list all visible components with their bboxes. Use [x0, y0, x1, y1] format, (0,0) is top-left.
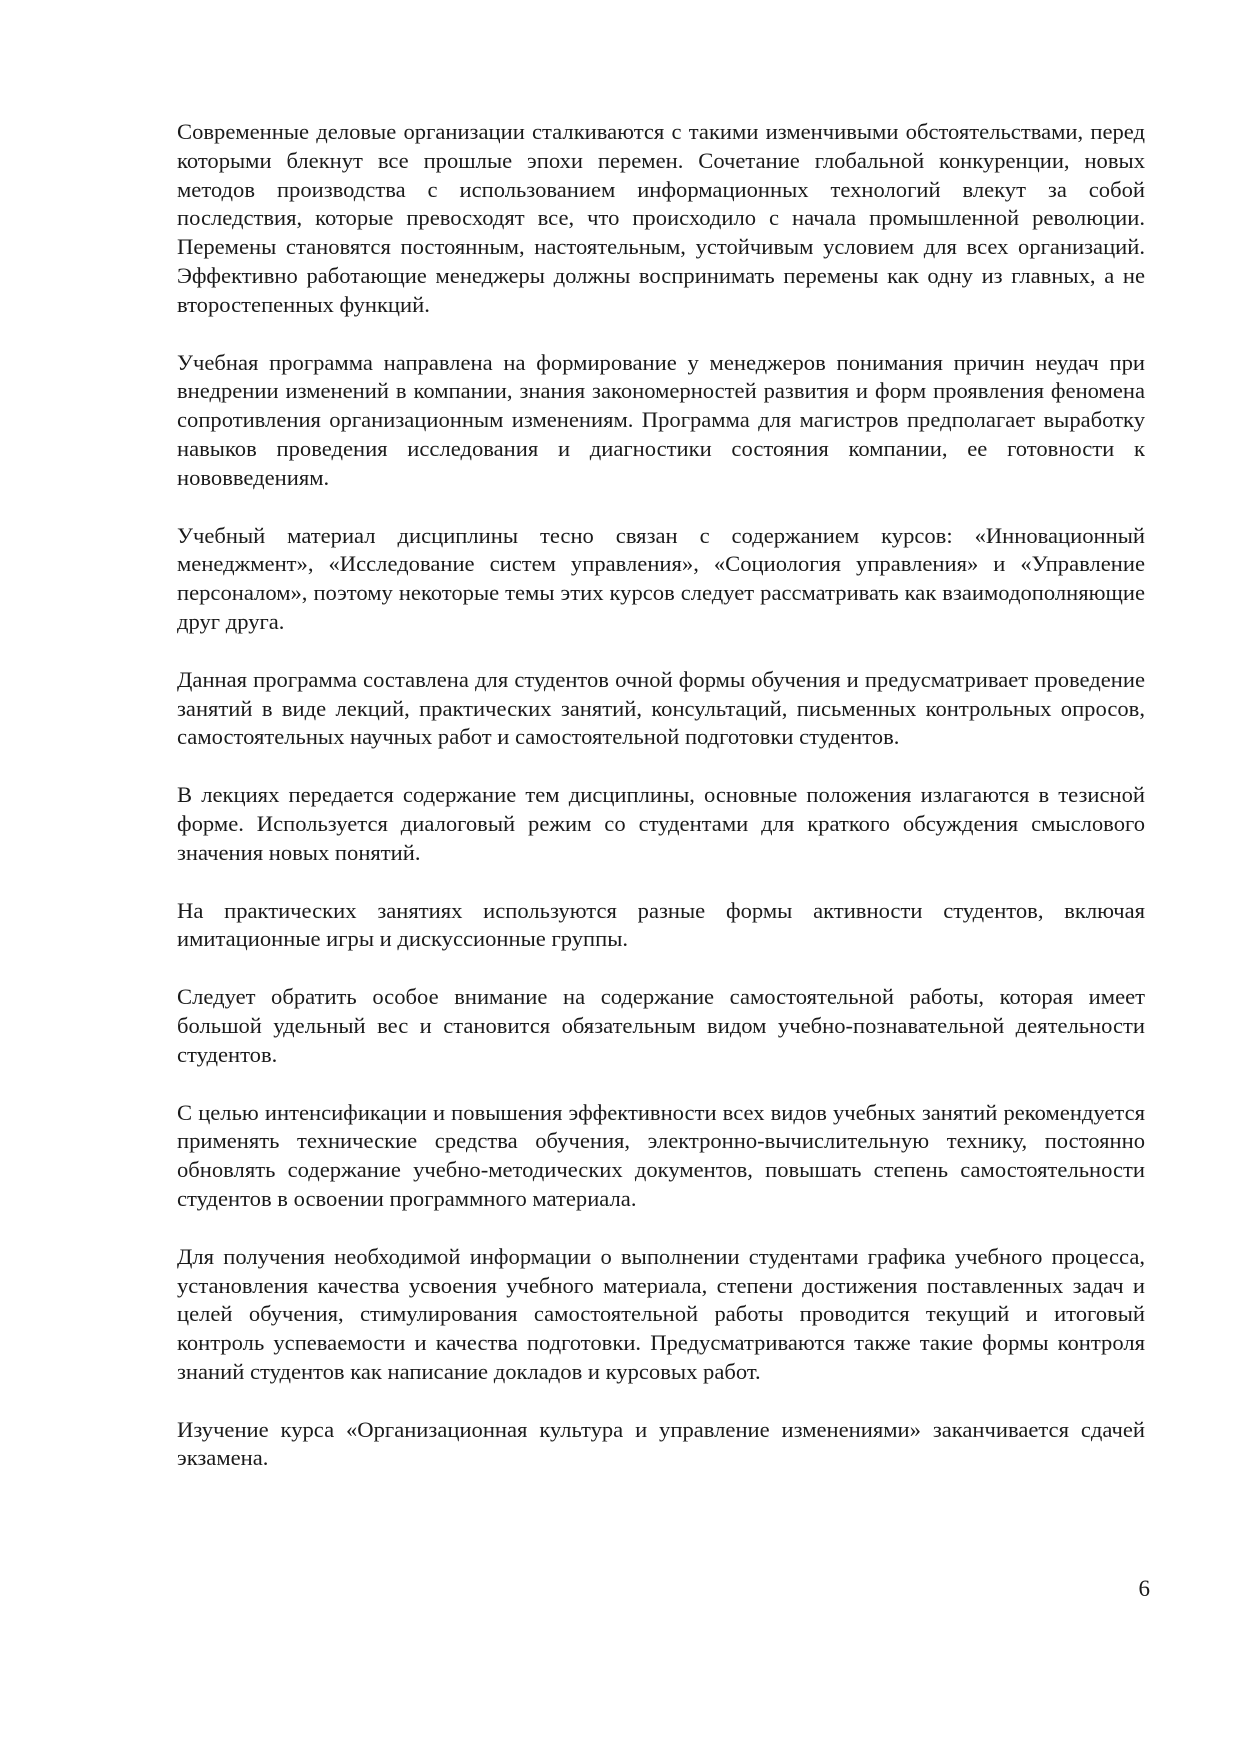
page-body [177, 118, 1145, 1502]
paragraph-program-goal: Учебная программа направлена на формирование у менеджеров понимания причин неудач при внедрении изменений в компании, знания закономерностей развития и форм проявления феномена сопротивления организационным изменениям. Программа для магистров предполагает выработку навыков проведения исследования и диагностики состояния компании, ее готовности к нововведениям. [177, 349, 1145, 490]
paragraph-practical-classes: На практических занятиях используются разные формы активности студентов, включая имитационные игры и дискуссионные группы. [177, 897, 1145, 952]
paragraph-related-courses: Учебный материал дисциплины тесно связан с содержанием курсов: «Инновационный менеджмент», «Исследование систем управления», «Социология управления» и «Управление персоналом», поэтому некоторые темы этих курсов следует рассматривать как взаимодополняющие друг друга. [177, 522, 1145, 634]
paragraph-control: Для получения необходимой информации о выполнении студентами графика учебного процесса, установления качества усвоения учебного материала, степени достижения поставленных задач и целей обучения, стимулирования самостоятельной работы проводится текущий и итоговый контроль успеваемости и качества подготовки. Предусматриваются также такие формы контроля знаний студентов как написание докладов и курсовых работ. [177, 1243, 1145, 1384]
paragraph-exam: Изучение курса «Организационная культура и управление изменениями» заканчивается сдачей экзамена. [177, 1416, 1145, 1471]
paragraph-lectures: В лекциях передается содержание тем дисциплины, основные положения излагаются в тезисной форме. Используется диалоговый режим со студентами для краткого обсуждения смыслового значения новых понятий. [177, 782, 1145, 865]
page-number: 6 [1138, 1576, 1150, 1601]
paragraph-intensification: С целью интенсификации и повышения эффективности всех видов учебных занятий рекомендуется применять технические средства обучения, электронно-вычислительную технику, постоянно обновлять содержание учебно-методических документов, повышать степень самостоятельности студентов в освоении программного материала. [177, 1099, 1145, 1211]
paragraph-intro: Современные деловые организации сталкиваются с такими изменчивыми обстоятельствами, перед которыми блекнут все прошлые эпохи перемен. Сочетание глобальной конкуренции, новых методов производства с использованием информационных технологий влекут за собой последствия, которые превосходят все, что происходило с начала промышленной революции. Перемены становятся постоянным, настоятельным, устойчивым условием для всех организаций. Эффективно работающие менеджеры должны воспринимать перемены как одну из главных, а не второстепенных функций. [177, 119, 1145, 317]
paragraph-independent-work: Следует обратить особое внимание на содержание самостоятельной работы, которая имеет большой удельный вес и становится обязательным видом учебно-познавательной деятельности студентов. [177, 984, 1145, 1067]
paragraph-program-format: Данная программа составлена для студентов очной формы обучения и предусматривает проведение занятий в виде лекций, практических занятий, консультаций, письменных контрольных опросов, самостоятельных научных работ и самостоятельной подготовки студентов. [177, 666, 1145, 750]
